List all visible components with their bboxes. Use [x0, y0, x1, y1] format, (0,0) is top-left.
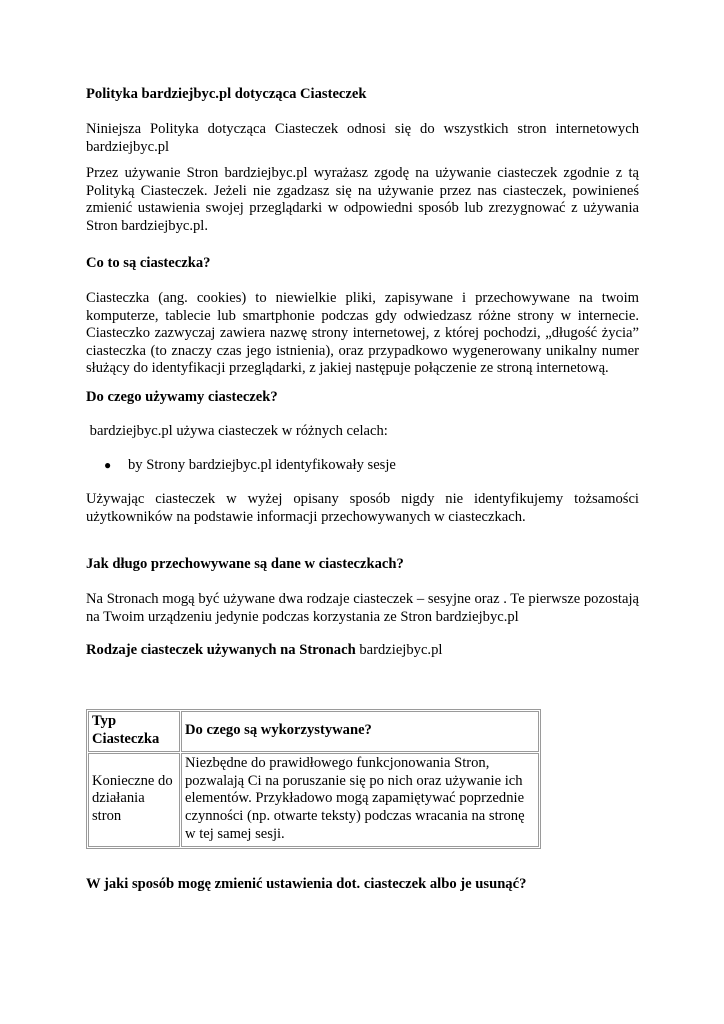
- intro-paragraph: Niniejsza Polityka dotycząca Ciasteczek odnosi się do wszystkich stron internetowych bardziejbyc.pl: [86, 121, 639, 155]
- consent-paragraph: Przez używanie Stron bardziejbyc.pl wyrażasz zgodę na używanie ciasteczek zgodnie z tą Polityką Ciasteczek. Jeżeli nie zgadzasz się na używanie przez nas ciasteczek, powinieneś zmienić ustawienia swojej przeglądarki w odpowiedni sposób lub zrezygnować z używania Stron bardziejbyc.pl.: [86, 165, 639, 234]
- identity-paragraph: Używając ciasteczek w wyżej opisany sposób nigdy nie identyfikujemy tożsamości użytkowników na podstawie informacji przechowywanych w ciasteczkach.: [86, 491, 639, 525]
- table-header-row: [88, 711, 539, 752]
- table-cell-usage: Niezbędne do prawidłowego funkcjonowania Stron, pozwalają Ci na poruszanie się po nich oraz używanie ich elementów. Przykładowo mogą zapamiętywać poprzednie czynności (np. otwarte teksty) podczas wracania na stronę w tej samej sesji.: [181, 753, 539, 847]
- why-cookies-paragraph: bardziejbyc.pl używa ciasteczek w różnych celach:: [86, 423, 388, 439]
- table-header-type: Typ Ciasteczka: [88, 711, 180, 752]
- table-row: [88, 753, 539, 847]
- heading-how-long: Jak długo przechowywane są dane w ciasteczkach?: [86, 556, 404, 572]
- document-title: Polityka bardziejbyc.pl dotycząca Ciasteczek: [86, 86, 367, 102]
- heading-cookie-types: [86, 642, 442, 660]
- bullet-text: by Strony bardziejbyc.pl identyfikowały sesje: [128, 457, 396, 473]
- table-cell-type: Konieczne do działania stron: [88, 753, 180, 847]
- heading-cookie-types-bold: Rodzaje ciasteczek używanych na Stronach: [86, 642, 356, 658]
- heading-what-are-cookies: Co to są ciasteczka?: [86, 255, 211, 271]
- table-header-usage: Do czego są wykorzystywane?: [181, 711, 539, 752]
- what-are-cookies-paragraph: Ciasteczka (ang. cookies) to niewielkie pliki, zapisywane i przechowywane na twoim komputerze, tablecie lub smartphonie podczas gdy odwiedzasz różne strony w internecie. Ciasteczko zazwyczaj zawiera nazwę strony internetowej, z której pochodzi, „długość życia” ciasteczka (to znaczy czas jego istnienia), oraz przypadkowo wygenerowany unikalny numer służący do identyfikacji przeglądarki, z jakiej następuje połączenie ze stroną internetową.: [86, 290, 639, 377]
- how-long-paragraph: Na Stronach mogą być używane dwa rodzaje ciasteczek – sesyjne oraz . Te pierwsze pozostają na Twoim urządzeniu jedynie podczas korzystania ze Stron bardziejbyc.pl: [86, 591, 639, 625]
- list-item: [86, 457, 639, 475]
- heading-cookie-types-domain: bardziejbyc.pl: [355, 642, 443, 658]
- heading-why-cookies: Do czego używamy ciasteczek?: [86, 389, 278, 405]
- cookie-types-table: [86, 709, 541, 849]
- bullet-icon: ●: [104, 458, 112, 472]
- heading-change-settings: W jaki sposób mogę zmienić ustawienia dot. ciasteczek albo je usunąć?: [86, 876, 527, 892]
